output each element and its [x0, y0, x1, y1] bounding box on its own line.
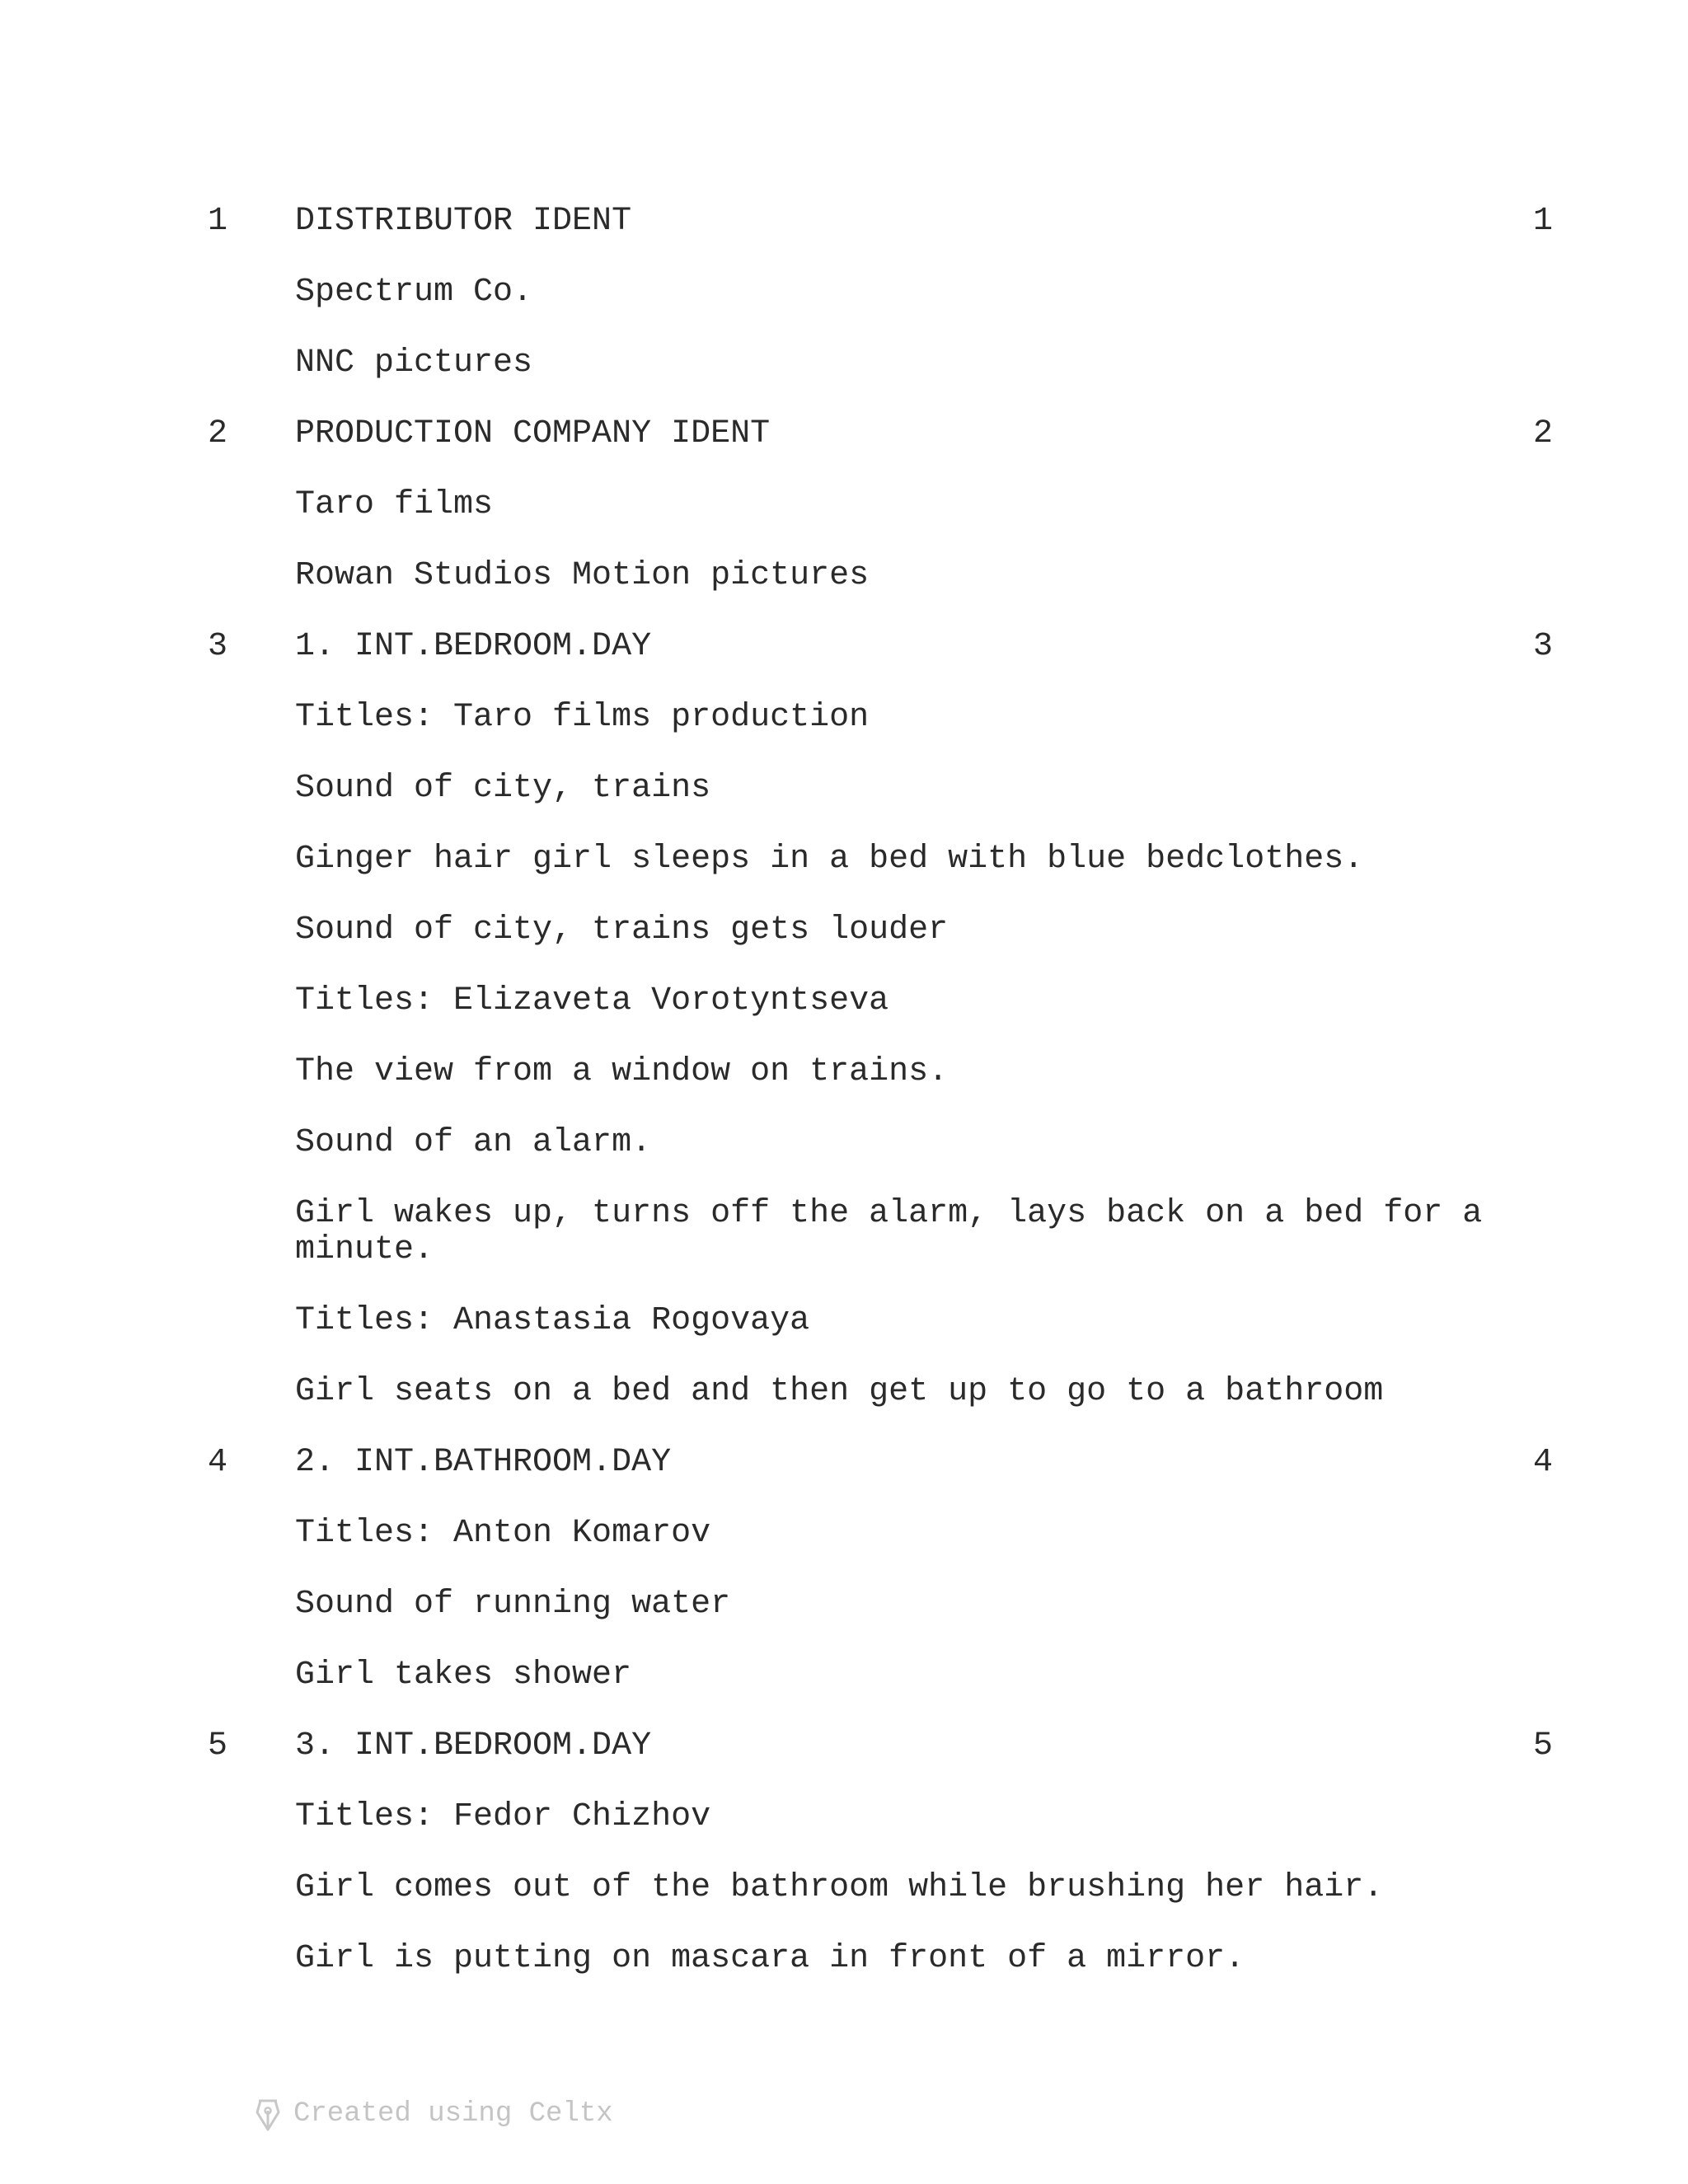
scene-number-right: 5	[1533, 1727, 1554, 1765]
action-line: Sound of city, trains gets louder	[295, 912, 949, 949]
action-line: Titles: Taro films production	[295, 699, 870, 736]
action-line: Girl is putting on mascara in front of a mirror.	[295, 1940, 1245, 1977]
action-line: Sound of running water	[295, 1586, 731, 1623]
action-line: Spectrum Co.	[295, 274, 533, 311]
action-line: Titles: Anton Komarov	[295, 1515, 711, 1552]
scene-number-left: 4	[208, 1444, 228, 1481]
pen-nib-icon	[254, 2096, 282, 2132]
action-line: Rowan Studios Motion pictures	[295, 557, 870, 594]
scene-number-right: 1	[1533, 203, 1554, 240]
footer-text: Created using Celtx	[293, 2098, 613, 2130]
action-line: Sound of an alarm.	[295, 1124, 652, 1161]
action-line: Girl takes shower	[295, 1657, 632, 1694]
action-line: Taro films	[295, 486, 494, 523]
scene-heading: 2. INT.BATHROOM.DAY	[295, 1444, 672, 1481]
scene-number-right: 2	[1533, 415, 1554, 452]
footer-watermark	[254, 2093, 613, 2135]
scene-heading: PRODUCTION COMPANY IDENT	[295, 415, 771, 452]
action-line: Ginger hair girl sleeps in a bed with blue bedclothes.	[295, 841, 1364, 878]
action-line: Titles: Anastasia Rogovaya	[295, 1302, 810, 1339]
action-line: NNC pictures	[295, 344, 533, 382]
scene-number-left: 1	[208, 203, 228, 240]
action-line: Girl seats on a bed and then get up to go to a bathroom	[295, 1373, 1384, 1410]
scene-number-right: 3	[1533, 628, 1554, 665]
action-line: The view from a window on trains.	[295, 1053, 949, 1090]
scene-heading: 3. INT.BEDROOM.DAY	[295, 1727, 652, 1765]
scene-heading: 1. INT.BEDROOM.DAY	[295, 628, 652, 665]
scene-number-left: 3	[208, 628, 228, 665]
action-line: Girl comes out of the bathroom while brushing her hair.	[295, 1869, 1384, 1906]
scene-number-right: 4	[1533, 1444, 1554, 1481]
action-line: Girl wakes up, turns off the alarm, lays back on a bed for a minute.	[295, 1195, 1483, 1268]
scene-number-left: 2	[208, 415, 228, 452]
scene-number-left: 5	[208, 1727, 228, 1765]
scene-heading: DISTRIBUTOR IDENT	[295, 203, 632, 240]
action-line: Titles: Fedor Chizhov	[295, 1798, 711, 1835]
action-line: Titles: Elizaveta Vorotyntseva	[295, 982, 889, 1019]
action-line: Sound of city, trains	[295, 770, 711, 807]
